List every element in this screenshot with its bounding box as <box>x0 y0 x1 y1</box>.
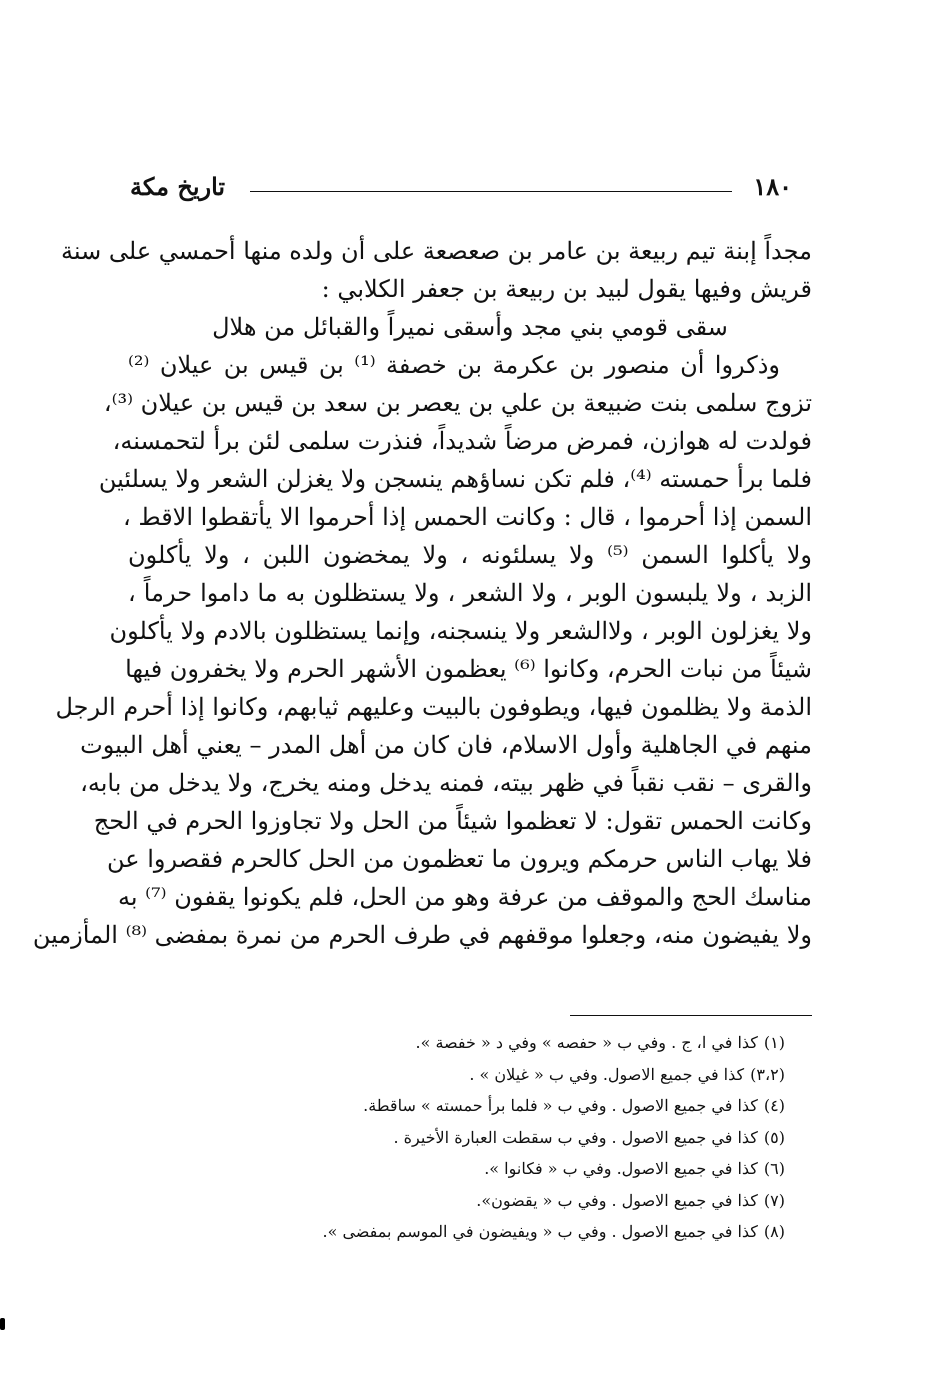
footnote-number: (٨) <box>763 1222 785 1241</box>
footnote <box>250 1090 785 1122</box>
text-line: الذمة ولا يظلمون فيها، ويطوفون بالبيت وعليهم ثيابهم، وكانوا إذا أحرم الرجل <box>55 693 812 721</box>
text-line: مجداً إبنة تيم ربيعة بن عامر بن صعصعة على أن ولده منها أحمسي على سنة <box>61 237 812 265</box>
text-line: منهم في الجاهلية وأول الاسلام، فان كان من أهل المدر – يعني أهل البيوت <box>80 731 812 759</box>
text-line: وذكروا أن منصور بن عكرمة بن خصفة ⁽¹⁾ بن قيس بن عيلان ⁽²⁾ <box>128 351 780 379</box>
footnote <box>250 1027 785 1059</box>
footnote-text: كذا في جميع الاصول . وفي ب سقطت العبارة الأخيرة . <box>393 1127 758 1147</box>
footnote <box>250 1216 785 1248</box>
page-number: ١٨٠ <box>753 172 792 201</box>
footnote-text: كذا في جميع الاصول. وفي ب « فكانوا ». <box>484 1159 758 1178</box>
footnote-number: (٧) <box>763 1190 785 1210</box>
text-line: السمن إذا أحرموا ، قال : وكانت الحمس إذا أحرموا الا يأتقطوا الاقط ، <box>123 503 812 531</box>
text-line: ولا يأكلوا السمن ⁽⁵⁾ ولا يسلئونه ، ولا يمخضون اللبن ، ولا يأكلون <box>128 541 812 569</box>
text-line: قريش وفيها يقول لبيد بن ربيعة بن جعفر الكلابي : <box>321 275 812 303</box>
text-line: ولا يفيضون منه، وجعلوا موقفهم في طرف الحرم من نمرة بمفضى ⁽⁸⁾ المأزمين <box>32 921 812 949</box>
footnote-text: كذا في ا، ج . وفي ب « حفصه » وفي د « خفصة ». <box>415 1033 758 1052</box>
poetry-verse: سقى قومي بني مجد وأسقى نميراً والقبائل من هلال <box>212 313 728 341</box>
text-line: وكانت الحمس تقول: لا تعظموا شيئاً من الحل ولا تجاوزوا الحرم في الحج <box>93 807 812 835</box>
text-line: تزوج سلمى بنت ضبيعة بن علي بن يعصر بن سعد بن قيس بن عيلان ⁽³⁾، <box>103 389 812 417</box>
footnote <box>250 1185 785 1217</box>
footnote-text: كذا في جميع الاصول . وفي ب « فلما برأ حمسته » ساقطة. <box>363 1096 758 1115</box>
page-header <box>130 172 792 206</box>
text-line: فلما برأ حمسته ⁽⁴⁾، فلم تكن نساؤهم ينسجن ولا يغزلن الشعر ولا يسلئين <box>98 465 812 493</box>
text-line: فلا يهاب الناس حرمكم ويرون ما تعظمون من الحل كالحرم فقصروا عن <box>106 845 812 873</box>
footnote <box>250 1153 785 1185</box>
text-line: والقرى – نقب نقباً في ظهر بيته، فمنه يدخل ومنه يخرج، ولا يدخل من بابه، <box>80 769 812 797</box>
footnote-number: (١) <box>763 1033 785 1052</box>
footnotes <box>250 1027 785 1248</box>
running-title: تاريخ مكة <box>130 172 226 201</box>
footnote-text: كذا في جميع الاصول . وفي ب « ويفيضون في الموسم بمفضى ». <box>322 1222 758 1241</box>
text-line: ولا يغزلون الوبر ، ولاالشعر ولا ينسجنه، وإنما يستظلون بالادم ولا يأكلون <box>109 617 812 645</box>
text-line: مناسك الحج والموقف من عرفة وهو من الحل، فلم يكونوا يقفون ⁽⁷⁾ به <box>117 883 812 911</box>
footnote <box>250 1059 785 1091</box>
footnote-number: (٦) <box>763 1159 785 1178</box>
text-line: شيئاً من نبات الحرم، وكانوا ⁽⁶⁾ يعظمون الأشهر الحرم ولا يخفرون فيها <box>125 655 812 683</box>
footnote <box>250 1122 785 1154</box>
footnote-separator <box>570 1015 812 1016</box>
text-line: الزبد ، ولا يلبسون الوبر ، ولا الشعر ، ولا يستظلون به ما داموا حرماً ، <box>128 579 812 607</box>
footnote-number: (٥) <box>763 1127 785 1147</box>
text-line: فولدت له هوازن، فمرض مرضاً شديداً، فنذرت سلمى لئن برأ لتحمسنه، <box>112 427 812 455</box>
footnote-number: (٣،٢) <box>750 1064 785 1084</box>
footnote-number: (٤) <box>763 1096 785 1115</box>
footnote-text: كذا في جميع الاصول. وفي ب « غيلان » . <box>469 1064 745 1084</box>
scan-mark <box>0 1318 5 1330</box>
footnote-text: كذا في جميع الاصول . وفي ب « يقضون». <box>476 1190 758 1210</box>
main-text <box>32 232 812 954</box>
header-rule <box>250 191 732 192</box>
